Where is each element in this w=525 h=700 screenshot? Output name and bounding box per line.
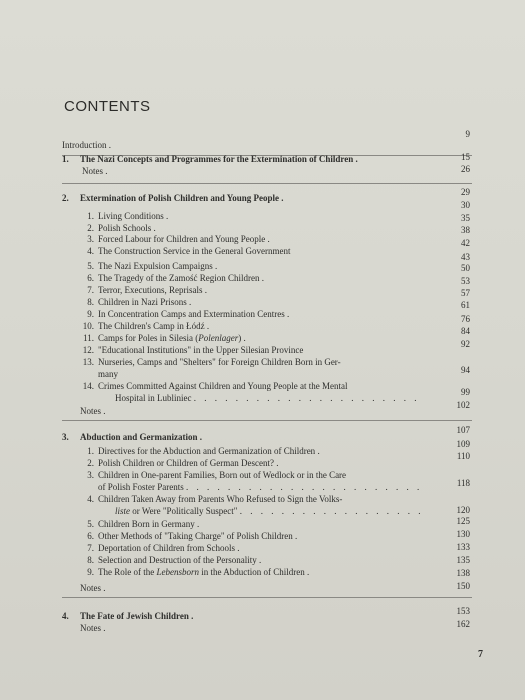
entry-label: Selection and Destruction of the Personality: [98, 555, 257, 565]
page-number: 135: [456, 555, 470, 565]
entry-continuation: liste or Were "Politically Suspect" . . . . . . . . . . . . . . . . . .: [115, 506, 424, 516]
toc-entry: 9. In Concentration Camps and Extermination Centres .: [87, 309, 293, 319]
page-number: 42: [461, 238, 470, 248]
toc-notes: Notes .: [80, 583, 109, 593]
entry-label: Crimes Committed Against Children and Young People at the Mental: [98, 381, 348, 391]
toc-entry: 5. Children Born in Germany .: [87, 519, 203, 529]
page-number: 138: [456, 568, 470, 578]
entry-continuation: many: [98, 369, 118, 379]
leader-dots: .: [108, 140, 114, 150]
toc-notes: Notes .: [82, 166, 111, 176]
page-number: 38: [461, 225, 470, 235]
toc-entry: 8. Selection and Destruction of the Personality .: [87, 555, 265, 565]
toc-notes: Notes .: [80, 623, 109, 633]
page-number: 35: [461, 213, 470, 223]
page-number: 118: [456, 478, 470, 488]
entry-label: Introduction: [62, 140, 107, 150]
page-number: 15: [461, 152, 470, 162]
entry-continuation: of Polish Foster Parents . . . . . . . . . . . . . . . . . . . . . . .: [98, 482, 423, 492]
entry-label: In Concentration Camps and Extermination Centres: [98, 309, 285, 319]
page-number: 43: [461, 252, 470, 262]
contents-heading: CONTENTS: [64, 98, 151, 115]
entry-label: Polish Schools: [98, 223, 152, 233]
entry-label: Polish Children or Children of German Descent?: [98, 458, 274, 468]
entry-label: Nurseries, Camps and "Shelters" for Foreign Children Born in Ger-: [98, 357, 341, 367]
entry-continuation: Hospital in Lubliniec . . . . . . . . . . . . . . . . . . . . . .: [115, 393, 420, 403]
toc-entry: 2. Polish Schools .: [87, 223, 159, 233]
toc-entry: 8. Children in Nazi Prisons .: [87, 297, 195, 307]
section-number: 3.: [62, 432, 69, 442]
section-number: 2.: [62, 193, 69, 203]
toc-entry: 4. The Construction Service in the General Government: [87, 246, 291, 256]
entry-label: The Fate of Jewish Children: [80, 611, 189, 621]
entry-label: Abduction and Germanization: [80, 432, 198, 442]
toc-section-4: 4. The Fate of Jewish Children .: [62, 611, 197, 621]
toc-entry: 10. The Children's Camp in Łódź .: [82, 321, 213, 331]
entry-label: Other Methods of "Taking Charge" of Polish Children: [98, 531, 293, 541]
page-number: 9: [465, 129, 470, 139]
toc-entry: 3. Children in One-parent Families, Born out of Wedlock or in the Care: [87, 470, 347, 480]
page-number: 110: [456, 451, 470, 461]
entry-label: The Tragedy of the Zamość Region Children: [98, 273, 260, 283]
toc-section-1: 1. The Nazi Concepts and Programmes for the Extermination of Children .: [62, 154, 361, 164]
toc-entry: 6. The Tragedy of the Zamość Region Children .: [87, 273, 267, 283]
toc-entry: 1. Directives for the Abduction and Germanization of Children .: [87, 446, 323, 456]
toc-entry: 9. The Role of the Lebensborn in the Abduction of Children .: [87, 567, 313, 577]
toc-entry-introduction: [62, 140, 430, 151]
page-number: 99: [461, 387, 470, 397]
entry-label: Terror, Executions, Reprisals: [98, 285, 203, 295]
page-number: 133: [456, 542, 470, 552]
toc-entry: 14. Crimes Committed Against Children and Young People at the Mental: [82, 381, 348, 391]
entry-label: Notes: [80, 623, 101, 633]
page-number: 162: [456, 619, 470, 629]
toc-entry: 11. Camps for Poles in Silesia (Polenlager) .: [83, 333, 249, 343]
section-number: 4.: [62, 611, 69, 621]
entry-label: "Educational Institutions" in the Upper Silesian Province: [98, 345, 304, 355]
toc-entry: 2. Polish Children or Children of German Descent? .: [87, 458, 282, 468]
entry-label: The Nazi Expulsion Campaigns: [98, 261, 213, 271]
page-number: 76: [461, 314, 470, 324]
entry-label: Children Born in Germany: [98, 519, 195, 529]
toc-entry: 12. "Educational Institutions" in the Upper Silesian Province: [82, 345, 304, 355]
toc-entry: 5. The Nazi Expulsion Campaigns .: [87, 261, 221, 271]
entry-label: Extermination of Polish Children and Young People: [80, 193, 280, 203]
page-folio: 7: [478, 649, 483, 660]
page-number: 109: [456, 439, 470, 449]
entry-label: The Children's Camp in Łódź: [98, 321, 205, 331]
entry-label: Deportation of Children from Schools: [98, 543, 235, 553]
entry-label: Notes: [82, 166, 103, 176]
toc-entry: 6. Other Methods of "Taking Charge" of Polish Children .: [87, 531, 301, 541]
section-number: 1.: [62, 154, 69, 164]
page-number: 120: [456, 505, 470, 515]
section-rule: [62, 183, 472, 184]
entry-label: Forced Labour for Children and Young People: [98, 234, 266, 244]
page-number: 30: [461, 200, 470, 210]
page-number: 26: [461, 164, 470, 174]
page-number: 107: [456, 425, 470, 435]
entry-label: Children in Nazi Prisons: [98, 297, 187, 307]
page-number: 57: [461, 288, 470, 298]
toc-entry: 7. Deportation of Children from Schools .: [87, 543, 243, 553]
page-number: 94: [461, 365, 470, 375]
page-number: 92: [461, 339, 470, 349]
page-number: 84: [461, 326, 470, 336]
entry-label: Living Conditions: [98, 211, 164, 221]
page-number: 125: [456, 516, 470, 526]
toc-entry: 1. Living Conditions .: [87, 211, 172, 221]
toc-section-2: 2. Extermination of Polish Children and Young People .: [62, 193, 287, 203]
section-rule: [62, 597, 472, 598]
entry-label: Directives for the Abduction and Germanization of Children: [98, 446, 316, 456]
section-rule: [62, 420, 472, 421]
toc-notes: Notes .: [80, 406, 109, 416]
page-number: 53: [461, 276, 470, 286]
entry-label: Children in One-parent Families, Born out of Wedlock or in the Care: [98, 470, 347, 480]
toc-section-3: 3. Abduction and Germanization .: [62, 432, 206, 442]
page-number: 150: [456, 581, 470, 591]
page-number: 102: [456, 400, 470, 410]
page-number: 153: [456, 606, 470, 616]
toc-entry: 13. Nurseries, Camps and "Shelters" for Foreign Children Born in Ger-: [82, 357, 341, 367]
toc-entry: 7. Terror, Executions, Reprisals .: [87, 285, 210, 295]
page-number: 130: [456, 529, 470, 539]
entry-label: Children Taken Away from Parents Who Refused to Sign the Volks-: [98, 494, 343, 504]
entry-label: Notes: [80, 583, 101, 593]
page-number: 61: [461, 300, 470, 310]
toc-entry: 4. Children Taken Away from Parents Who Refused to Sign the Volks-: [87, 494, 343, 504]
toc-entry: 3. Forced Labour for Children and Young People .: [87, 234, 273, 244]
page-number: 29: [461, 187, 470, 197]
entry-label: The Construction Service in the General Government: [98, 246, 291, 256]
entry-label: The Nazi Concepts and Programmes for the Extermination of Children: [80, 154, 354, 164]
entry-label: Notes: [80, 406, 101, 416]
page-number: 50: [461, 263, 470, 273]
